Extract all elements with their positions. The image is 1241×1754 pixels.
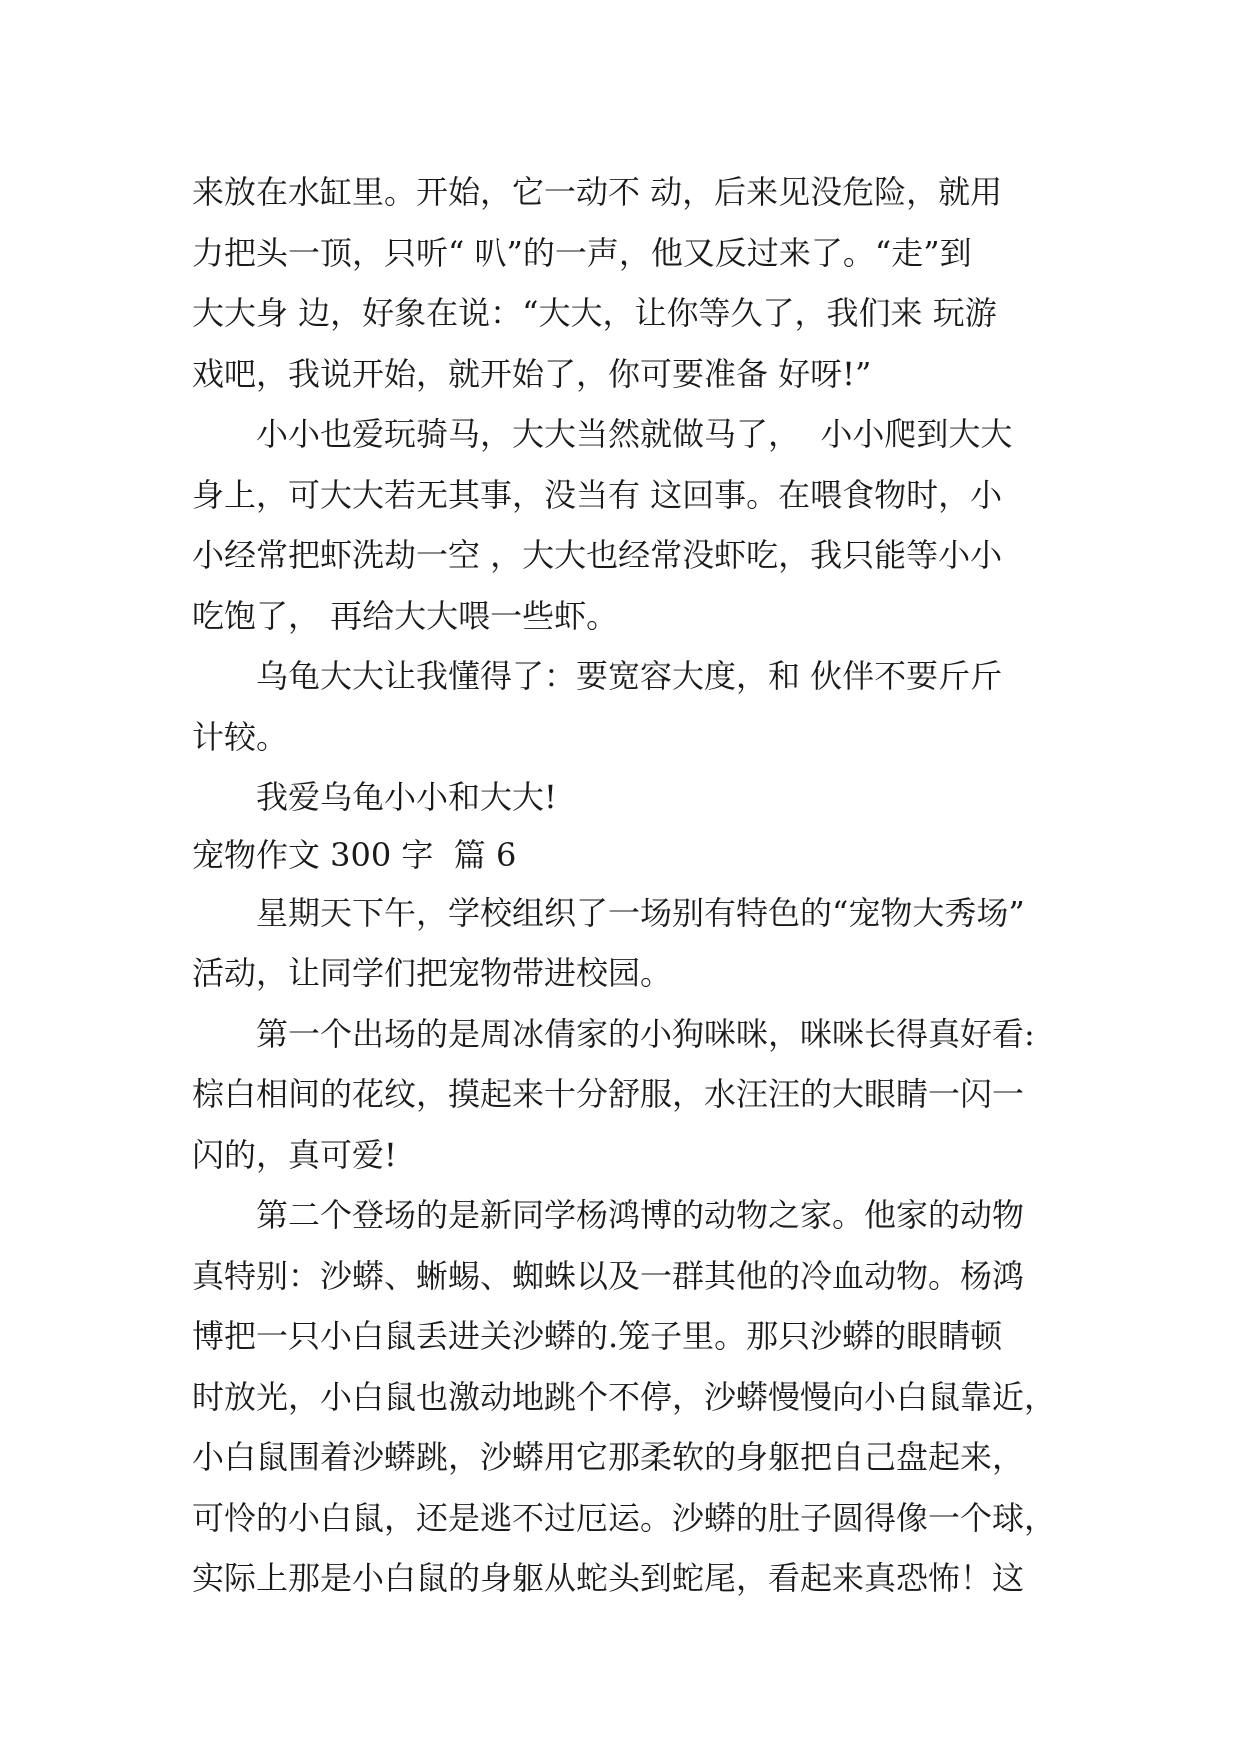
text-line: 实际上那是小白鼠的身躯从蛇头到蛇尾，看起来真恐怖！这 (192, 1559, 1025, 1597)
text-line: 来放在水缸里。开始，它一动不 动，后来见没危险，就用 (192, 173, 1003, 211)
text-line: 博把一只小白鼠丢进关沙蟒的.笼子里。那只沙蟒的眼睛顿 (192, 1317, 1003, 1355)
text-line: 小小也爱玩骑马，大大当然就做马了， 小小爬到大大 (192, 415, 1013, 453)
text-line: 小白鼠围着沙蟒跳，沙蟒用它那柔软的身躯把自己盘起来， (192, 1438, 1025, 1476)
section-heading: 宠物作文 300 字 篇 6 (192, 835, 517, 874)
text-line: 我爱乌龟小小和大大! (192, 778, 557, 816)
text-line: 星期天下午，学校组织了一场别有特色的“宠物大秀场” (192, 893, 1025, 932)
text-line: 身上，可大大若无其事，没当有 这回事。在喂食物时，小 (192, 475, 1003, 514)
text-line: 可怜的小白鼠，还是逃不过厄运。沙蟒的肚子圆得像一个球， (192, 1498, 1057, 1537)
text-line: 真特别：沙蟒、蜥蜴、蜘蛛以及一群其他的冷血动物。杨鸿 (192, 1256, 1025, 1295)
text-line: 棕白相间的花纹，摸起来十分舒服，水汪汪的大眼睛一闪一 (192, 1075, 1025, 1113)
text-line: 时放光，小白鼠也激动地跳个不停，沙蟒慢慢向小白鼠靠近， (192, 1377, 1057, 1416)
essay-body (192, 162, 1062, 1609)
text-line: 吃饱了， 再给大大喂一些虾。 (192, 596, 619, 635)
text-line: 小经常把虾洗劫一空 ，大大也经常没虾吃，我只能等小小 (192, 536, 1003, 574)
text-line: 戏吧，我说开始，就开始了，你可要准备 好呀!” (192, 354, 872, 393)
text-line: 闪的，真可爱! (192, 1135, 397, 1174)
text-line: 第一个出场的是周冰倩家的小狗咪咪，咪咪长得真好看: (192, 1014, 1035, 1053)
text-line: 计较。 (192, 717, 289, 756)
text-line: 大大身 边，好象在说：“大大，让你等久了，我们来 玩游 (192, 294, 997, 332)
text-line: 力把头一顶，只听“ 叭”的一声，他又反过来了。“走”到 (192, 233, 972, 272)
text-line: 活动，让同学们把宠物带进校园。 (192, 954, 673, 992)
text-line: 第二个登场的是新同学杨鸿博的动物之家。他家的动物 (192, 1196, 1025, 1234)
text-line: 乌龟大大让我懂得了：要宽容大度，和 伙伴不要斤斤 (192, 657, 1003, 695)
